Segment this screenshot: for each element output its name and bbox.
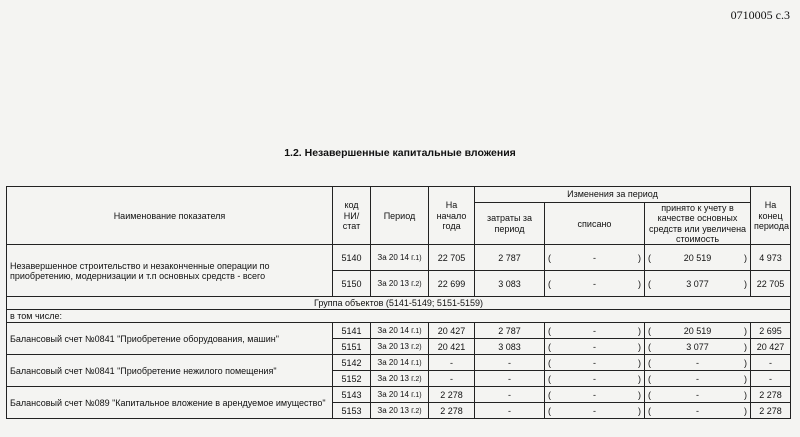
period-text: За 20 14 г. bbox=[377, 325, 416, 335]
row-costs: 2 787 bbox=[475, 323, 545, 339]
row-start: - bbox=[429, 371, 475, 387]
row-written-off: ( - ) bbox=[545, 339, 645, 355]
row-start: 2 278 bbox=[429, 403, 475, 419]
row-written-off-value: - bbox=[593, 357, 596, 368]
row-written-off-value: - bbox=[593, 405, 596, 416]
row-accepted: ( 3 077 ) bbox=[645, 339, 751, 355]
row-written-off-value: - bbox=[593, 389, 596, 400]
row-costs: 3 083 bbox=[475, 271, 545, 297]
period-text: За 20 13 г. bbox=[377, 373, 416, 383]
period-cell bbox=[371, 371, 429, 387]
period-cell bbox=[371, 403, 429, 419]
row-start: 20 427 bbox=[429, 323, 475, 339]
header-code: код НИ/стат bbox=[333, 187, 371, 245]
group-label: Группа объектов (5141-5149; 5151-5159) bbox=[7, 297, 791, 310]
row-end: 2 278 bbox=[751, 387, 791, 403]
table-row bbox=[7, 245, 791, 271]
form-code: 0710005 с.3 bbox=[730, 8, 790, 22]
row-written-off-value: - bbox=[593, 325, 596, 336]
row-written-off-value: - bbox=[593, 341, 596, 352]
row-written-off: ( - ) bbox=[545, 245, 645, 271]
period-footnote: 1) bbox=[415, 359, 422, 367]
capital-investments-table bbox=[6, 186, 791, 419]
period-footnote: 2) bbox=[415, 407, 422, 415]
header-costs: затраты за период bbox=[475, 203, 545, 245]
row-accepted-value: - bbox=[696, 389, 699, 400]
period-cell bbox=[371, 323, 429, 339]
row-accepted-value: - bbox=[696, 357, 699, 368]
period-text: За 20 13 г. bbox=[377, 341, 416, 351]
row-accepted-value: 3 077 bbox=[686, 278, 709, 289]
period-footnote: 2) bbox=[415, 343, 422, 351]
table-row bbox=[7, 387, 791, 403]
header-accepted: принято к учету в качестве основных средств или увеличена стоимость bbox=[645, 203, 751, 245]
header-name: Наименование показателя bbox=[7, 187, 333, 245]
header-start: На начало года bbox=[429, 187, 475, 245]
row-written-off: ( - ) bbox=[545, 371, 645, 387]
period-cell bbox=[371, 245, 429, 271]
row-code: 5150 bbox=[333, 271, 371, 297]
row-costs: - bbox=[475, 387, 545, 403]
row-costs: 2 787 bbox=[475, 245, 545, 271]
period-footnote: 2) bbox=[415, 375, 422, 383]
row-end: 4 973 bbox=[751, 245, 791, 271]
row-accepted: ( - ) bbox=[645, 355, 751, 371]
header-end: На конец периода bbox=[751, 187, 791, 245]
row-accepted-value: 20 519 bbox=[683, 252, 712, 263]
row-start: 22 705 bbox=[429, 245, 475, 271]
including-label: в том числе: bbox=[7, 310, 791, 323]
row-code: 5152 bbox=[333, 371, 371, 387]
row-start: - bbox=[429, 355, 475, 371]
row-end: 20 427 bbox=[751, 339, 791, 355]
table-row bbox=[7, 355, 791, 371]
header-written-off: списано bbox=[545, 203, 645, 245]
period-text: За 20 13 г. bbox=[377, 278, 416, 288]
row-code: 5151 bbox=[333, 339, 371, 355]
row-start: 2 278 bbox=[429, 387, 475, 403]
period-cell bbox=[371, 387, 429, 403]
row-accepted: ( 20 519 ) bbox=[645, 323, 751, 339]
row-accepted: ( - ) bbox=[645, 371, 751, 387]
group-label-row bbox=[7, 297, 791, 310]
header-period: Период bbox=[371, 187, 429, 245]
period-text: За 20 14 г. bbox=[377, 357, 416, 367]
period-cell bbox=[371, 339, 429, 355]
period-text: За 20 14 г. bbox=[377, 389, 416, 399]
row-accepted-value: 20 519 bbox=[683, 325, 712, 336]
period-footnote: 1) bbox=[415, 391, 422, 399]
period-cell bbox=[371, 355, 429, 371]
period-footnote: 1) bbox=[415, 327, 422, 335]
row-written-off-value: - bbox=[593, 252, 596, 263]
row-end: - bbox=[751, 355, 791, 371]
section-title: 1.2. Незавершенные капитальные вложения bbox=[284, 147, 516, 159]
row-code: 5153 bbox=[333, 403, 371, 419]
row-end: 2 695 bbox=[751, 323, 791, 339]
row-written-off-value: - bbox=[593, 373, 596, 384]
row-accepted: ( - ) bbox=[645, 387, 751, 403]
row-accepted: ( 3 077 ) bbox=[645, 271, 751, 297]
row-name: Незавершенное строительство и незаконченные операции по приобретению, модернизации и т.п основных средств - всего bbox=[7, 245, 333, 297]
row-end: 22 705 bbox=[751, 271, 791, 297]
row-costs: - bbox=[475, 355, 545, 371]
period-text: За 20 14 г. bbox=[377, 252, 416, 262]
row-written-off: ( - ) bbox=[545, 323, 645, 339]
period-footnote: 1) bbox=[415, 254, 422, 262]
row-code: 5143 bbox=[333, 387, 371, 403]
row-written-off: ( - ) bbox=[545, 403, 645, 419]
table-body bbox=[7, 245, 791, 419]
row-accepted: ( - ) bbox=[645, 403, 751, 419]
row-name: Балансовый счет №089 "Капитальное вложение в арендуемое имущество" bbox=[7, 387, 333, 419]
row-accepted: ( 20 519 ) bbox=[645, 245, 751, 271]
row-written-off: ( - ) bbox=[545, 271, 645, 297]
period-footnote: 2) bbox=[415, 280, 422, 288]
row-code: 5142 bbox=[333, 355, 371, 371]
row-start: 22 699 bbox=[429, 271, 475, 297]
row-start: 20 421 bbox=[429, 339, 475, 355]
table-row bbox=[7, 323, 791, 339]
row-code: 5140 bbox=[333, 245, 371, 271]
row-costs: - bbox=[475, 371, 545, 387]
row-costs: - bbox=[475, 403, 545, 419]
row-written-off-value: - bbox=[593, 278, 596, 289]
row-name: Балансовый счет №0841 "Приобретение оборудования, машин" bbox=[7, 323, 333, 355]
row-accepted-value: - bbox=[696, 373, 699, 384]
period-cell bbox=[371, 271, 429, 297]
header-changes: Изменения за период bbox=[475, 187, 751, 203]
period-text: За 20 13 г. bbox=[377, 405, 416, 415]
including-row bbox=[7, 310, 791, 323]
row-accepted-value: 3 077 bbox=[686, 341, 709, 352]
row-end: 2 278 bbox=[751, 403, 791, 419]
row-end: - bbox=[751, 371, 791, 387]
row-costs: 3 083 bbox=[475, 339, 545, 355]
row-accepted-value: - bbox=[696, 405, 699, 416]
row-written-off: ( - ) bbox=[545, 355, 645, 371]
row-code: 5141 bbox=[333, 323, 371, 339]
row-name: Балансовый счет №0841 "Приобретение нежилого помещения" bbox=[7, 355, 333, 387]
row-written-off: ( - ) bbox=[545, 387, 645, 403]
